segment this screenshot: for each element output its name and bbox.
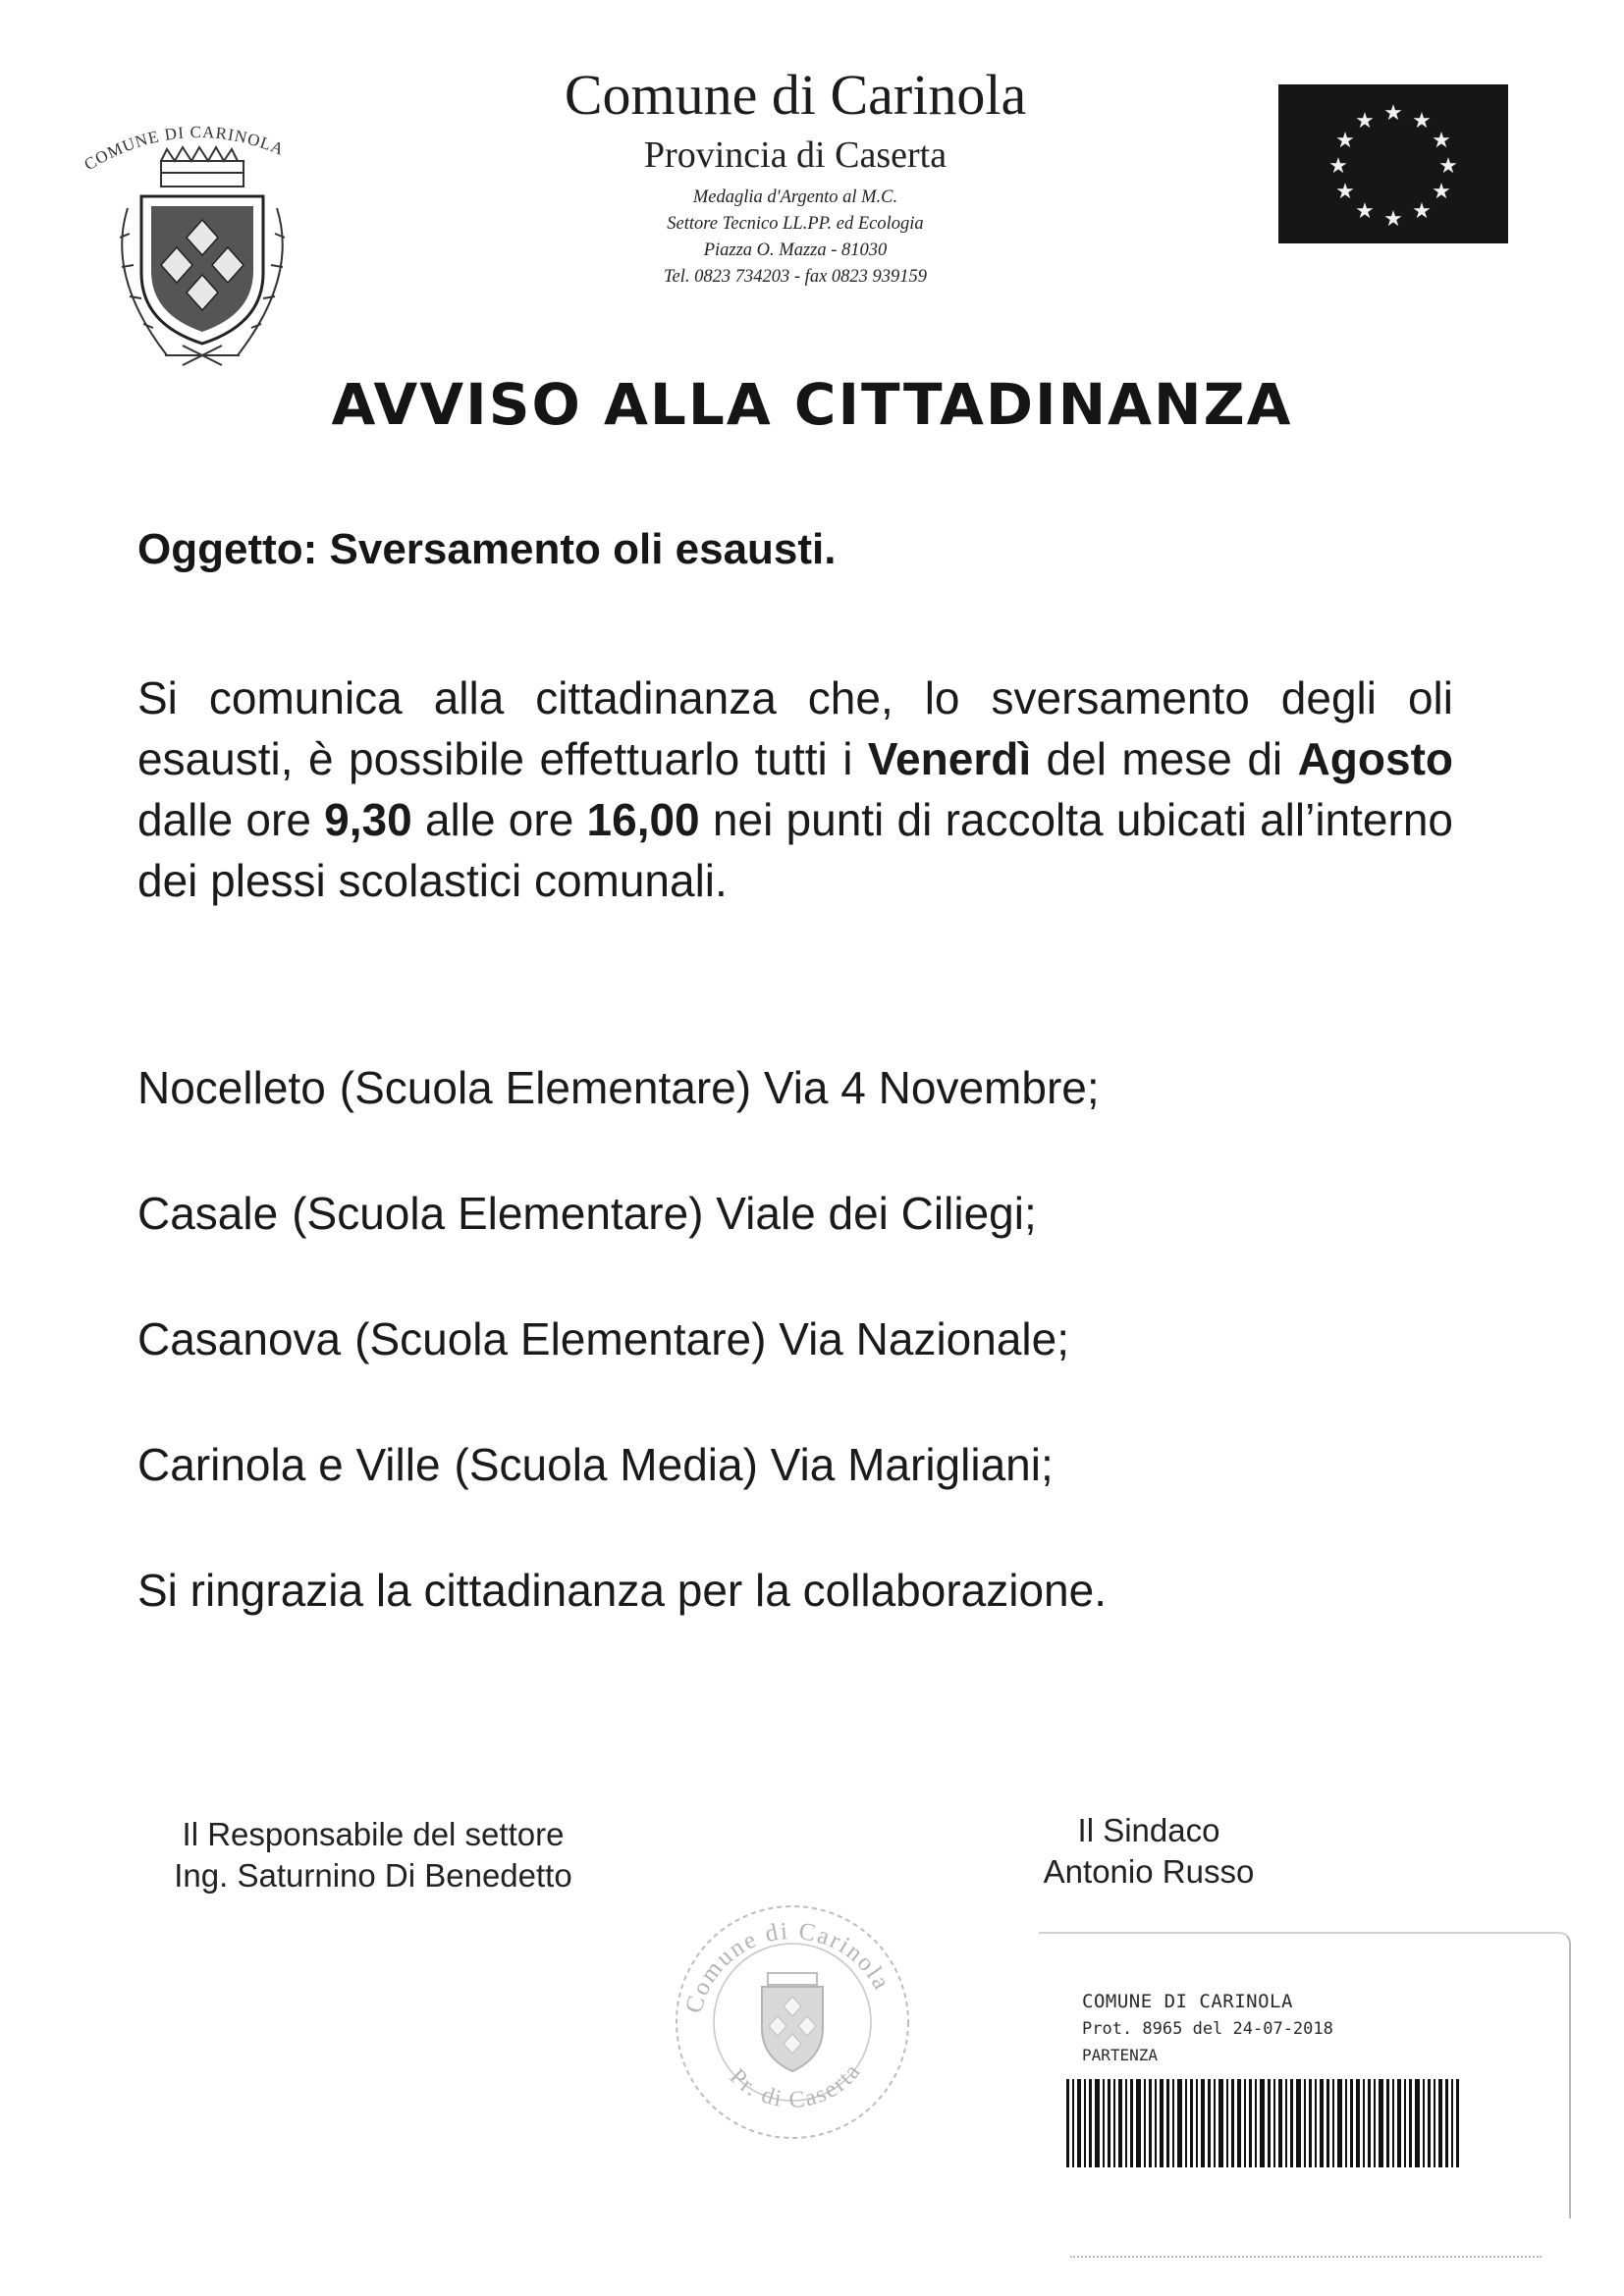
collection-point-place: Casanova [137,1313,342,1364]
svg-text:★: ★ [1328,154,1348,179]
letterhead-detail-address: Piazza O. Mazza - 81030 [703,240,888,260]
svg-text:★: ★ [1412,109,1432,133]
collection-point-place: Carinola e Ville [137,1439,441,1490]
letterhead-detail-department: Settore Tecnico LL.PP. ed Ecologia [667,214,924,234]
notice-subject: Oggetto: Sversamento oli esausti. [137,525,837,573]
paragraph-text: dalle ore [137,794,325,845]
collection-point [137,1311,1069,1366]
protocol-stamp-text [1082,1987,1333,2069]
barcode-icon [1066,2079,1459,2167]
eu-flag-logo [1278,84,1508,243]
collection-point-place: Nocelleto [137,1062,326,1113]
collection-point-detail: (Scuola Elementare) Viale dei Ciliegi; [292,1188,1037,1239]
collection-point [137,1060,1100,1115]
signature-block-manager [108,1814,638,1896]
collection-month: Agosto [1297,733,1453,784]
collection-point-place: Casale [137,1188,279,1239]
end-time: 16,00 [586,794,700,845]
paragraph-text: alle ore [411,794,587,845]
collection-point-detail: (Scuola Elementare) Via 4 Novembre; [339,1062,1100,1113]
notice-paragraph [137,667,1453,911]
signature-role: Il Sindaco [1077,1812,1220,1848]
collection-point-detail: (Scuola Elementare) Via Nazionale; [354,1313,1070,1364]
protocol-office: COMUNE DI CARINOLA [1082,1991,1293,2012]
paragraph-text: nei punti di raccolta ubicati all’interno dei plessi scolastici comunali. [137,794,1453,906]
svg-text:★: ★ [1383,207,1403,232]
svg-text:★: ★ [1335,180,1355,204]
municipal-crest-logo [81,110,326,375]
svg-text:★: ★ [1432,180,1451,204]
svg-text:Comune di Carinola: Comune di Carinola [680,1917,895,2016]
province-name: Provincia di Caserta [643,134,947,176]
notice-title: AVVISO ALLA CITTADINANZA [331,371,1293,438]
protocol-direction: PARTENZA [1082,2046,1159,2064]
letterhead-detail-phone: Tel. 0823 734203 - fax 0823 939159 [663,267,928,287]
svg-text:★: ★ [1335,129,1355,153]
protocol-stamp [1039,1932,1571,2218]
paragraph-text: del mese di [1031,733,1298,784]
letterhead [412,61,1178,291]
collection-point [137,1437,1054,1492]
svg-text:COMUNE DI CARINOLA: COMUNE DI CARINOLA [81,122,288,175]
closing-thanks: Si ringrazia la cittadinanza per la collaborazione. [137,1565,1108,1616]
signature-block-mayor [992,1810,1306,1893]
official-seal-stamp [660,1885,925,2150]
paragraph-text: Si comunica alla cittadinanza che, lo sversamento degli oli esausti, è possibile effettuarlo tutti i [137,672,1453,784]
signature-role: Il Responsabile del settore [182,1816,565,1852]
svg-text:★: ★ [1355,109,1375,133]
start-time: 9,30 [324,794,412,845]
svg-text:Pr. di Caserta: Pr. di Caserta [724,2057,867,2114]
letterhead-detail-medal: Medaglia d'Argento al M.C. [692,187,898,207]
svg-text:★: ★ [1438,154,1458,179]
svg-text:★: ★ [1432,129,1451,153]
signature-name: Ing. Saturnino Di Benedetto [174,1857,572,1894]
municipality-name: Comune di Carinola [564,63,1027,127]
protocol-number: Prot. 8965 del 24-07-2018 [1082,2019,1333,2039]
collection-point [137,1186,1037,1241]
page-bottom-divider [1070,2256,1542,2258]
svg-text:★: ★ [1355,199,1375,224]
svg-text:★: ★ [1412,199,1432,224]
collection-day: Venerdì [867,733,1032,784]
svg-text:★: ★ [1383,101,1403,126]
signature-name: Antonio Russo [1043,1853,1255,1890]
collection-point-detail: (Scuola Media) Via Marigliani; [454,1439,1054,1490]
